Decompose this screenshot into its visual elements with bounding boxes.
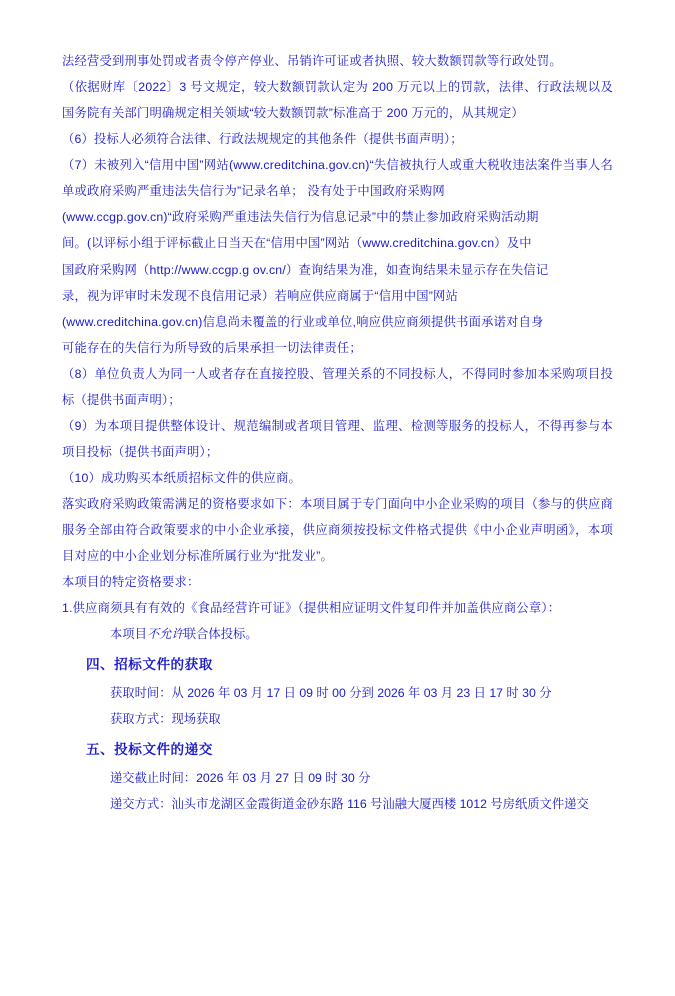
paragraph-item-7-line3: 间。(以评标小组于评标截止日当天在“信用中国”网站（www.creditchina.gov.cn）及中 — [62, 236, 532, 251]
paragraph-item-7-line4: 国政府采购网（http://www.ccgp.g ov.cn/）查询结果为准，如查询结果未显示存在失信记 — [62, 262, 549, 277]
paragraph-specific-qualification-1: 1.供应商须具有有效的《食品经营许可证》（提供相应证明文件复印件并加盖供应商公章）： — [62, 601, 561, 616]
section-heading-4: 四、招标文件的获取 — [86, 657, 213, 673]
paragraph-fiscal-basis: （依据财库〔2022〕3 号文规定，较大数额罚款认定为 200 万元以上的罚款，法律、行政法规以及国务院有关部门明确规定相关领域“较大数额罚款”标准高于 200 万元的，从其规定） — [62, 80, 613, 121]
acquisition-time-label: 获取时间： — [110, 685, 172, 700]
consortium-emphasis: 不允许 — [146, 627, 184, 642]
submission-method-value: 汕头市龙湖区金霞街道金砂东路 116 号汕融大厦西楼 1012 号房纸质文件递交 — [171, 796, 589, 811]
paragraph-sme-policy: 落实政府采购政策需满足的资格要求如下：本项目属于专门面向中小企业采购的项目（参与的供应商服务全部由符合政策要求的中小企业承接，供应商须按投标文件格式提供《中小企业声明函》，本项目对应的中小企业划分标准所属行业为“批发业”。 — [62, 497, 613, 564]
paragraph-specific-qualification-title: 本项目的特定资格要求： — [62, 575, 200, 590]
paragraph-item-6: （6）投标人必须符合法律、行政法规规定的其他条件（提供书面声明）； — [62, 132, 463, 147]
paragraph-item-7-line1: （7）未被列入“信用中国”网站(www.creditchina.gov.cn)“失信被执行人或重大税收违法案件当事人名单或政府采购严重违法失信行为”记录名单； 没有处于中国政府采购网 — [62, 158, 613, 199]
paragraph-item-7-line6: (www.creditchina.gov.cn)信息尚未覆盖的行业或单位,响应供应商须提供书面承诺对自身 — [62, 314, 544, 329]
paragraph-penalty-clause: 法经营受到刑事处罚或者责令停产停业、吊销许可证或者执照、较大数额罚款等行政处罚。 — [62, 54, 562, 68]
submission-method — [62, 791, 613, 817]
acquisition-method — [62, 706, 613, 732]
paragraph-item-7-line5: 录，视为评审时未发现不良信用记录）若响应供应商属于“信用中国”网站 — [62, 288, 458, 303]
paragraph-item-9: （9）为本项目提供整体设计、规范编制或者项目管理、监理、检测等服务的投标人，不得再参与本项目投标（提供书面声明）； — [62, 418, 613, 459]
submission-deadline — [62, 765, 613, 791]
paragraph-item-10: （10）成功购买本纸质招标文件的供应商。 — [62, 471, 302, 485]
submission-deadline-value: 2026 年 03 月 27 日 09 时 30 分 — [196, 770, 371, 785]
acquisition-time — [62, 680, 613, 706]
consortium-suffix: 联合体投标。 — [183, 627, 258, 642]
submission-deadline-label: 递交截止时间： — [110, 770, 197, 785]
consortium-prefix: 本项目 — [110, 627, 147, 642]
paragraph-consortium — [62, 621, 613, 647]
paragraph-item-8: （8）单位负责人为同一人或者存在直接控股、管理关系的不同投标人，不得同时参加本采购项目投标（提供书面声明）； — [62, 366, 613, 407]
submission-method-label: 递交方式： — [110, 796, 172, 811]
acquisition-time-value: 从 2026 年 03 月 17 日 09 时 00 分到 2026 年 03 月 23 日 17 时 30 分 — [171, 685, 552, 700]
acquisition-method-label: 获取方式： — [110, 712, 172, 727]
section-heading-5: 五、投标文件的递交 — [86, 742, 213, 758]
paragraph-item-7-line7: 可能存在的失信行为所导致的后果承担一切法律责任； — [62, 340, 362, 355]
acquisition-method-value: 现场获取 — [171, 712, 221, 727]
paragraph-item-7-line2: (www.ccgp.gov.cn)“政府采购严重违法失信行为信息记录”中的禁止参加政府采购活动期 — [62, 210, 539, 225]
